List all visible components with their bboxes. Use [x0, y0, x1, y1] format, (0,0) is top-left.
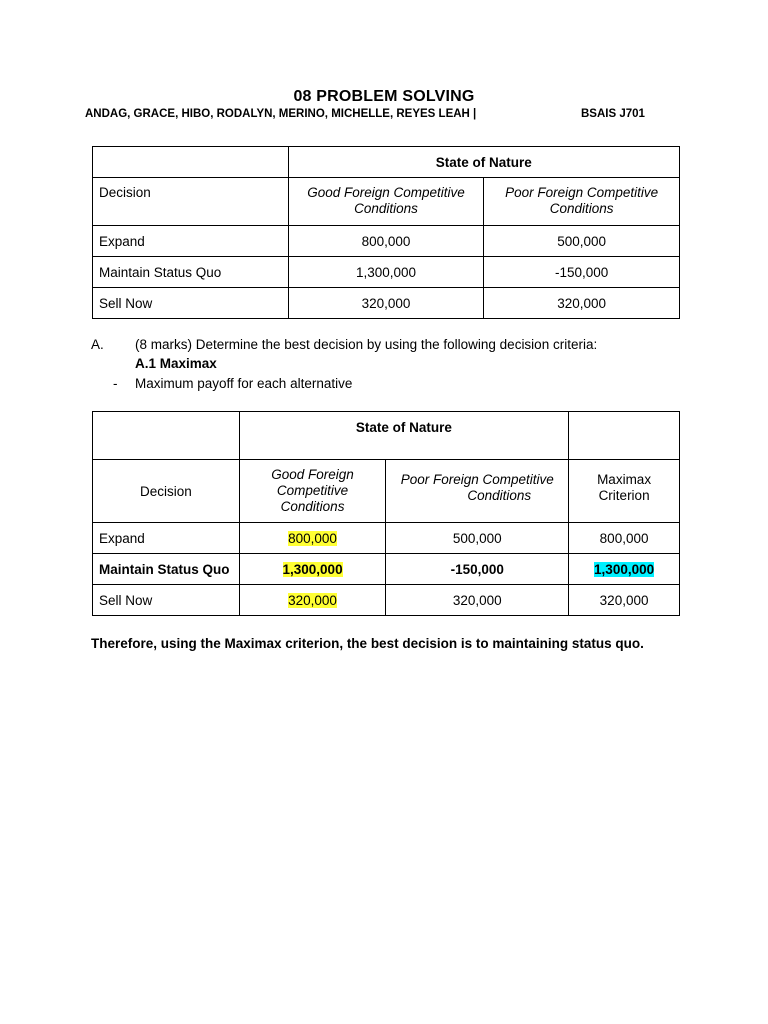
criterion-cell	[569, 554, 680, 585]
good-conditions-header	[239, 460, 386, 523]
state-of-nature-header: State of Nature	[239, 412, 568, 460]
max-payoff-highlight: 320,000	[288, 592, 337, 608]
decision-header: Decision	[93, 178, 289, 226]
table-row	[93, 523, 680, 554]
max-payoff-highlight: 800,000	[288, 530, 337, 546]
max-payoff-highlight: 1,300,000	[282, 561, 343, 577]
conclusion-text: Therefore, using the Maximax criterion, the best decision is to maintaining status quo.	[91, 636, 644, 651]
empty-header-cell	[93, 147, 289, 178]
good-payoff-cell: 1,300,000	[288, 257, 484, 288]
section-a-label: A.	[91, 337, 104, 352]
bullet-dash: -	[113, 376, 118, 391]
good-payoff-cell	[239, 585, 386, 616]
table-row	[93, 226, 680, 257]
table-row	[93, 554, 680, 585]
section-code: BSAIS J701	[581, 108, 645, 120]
good-payoff-cell	[239, 554, 386, 585]
section-a1-heading: A.1 Maximax	[135, 356, 217, 371]
poor-header-line: Poor Foreign Competitive	[400, 472, 554, 487]
good-header-line: Conditions	[280, 499, 345, 514]
good-payoff-cell: 800,000	[288, 226, 484, 257]
section-a-instruction: (8 marks) Determine the best decision by using the following decision criteria:	[135, 337, 598, 352]
decision-header: Decision	[93, 460, 240, 523]
table-row	[93, 288, 680, 319]
decision-cell: Maintain Status Quo	[93, 554, 240, 585]
good-header-line: Good Foreign	[271, 467, 354, 482]
table-row	[93, 257, 680, 288]
bullet-text: Maximum payoff for each alternative	[135, 376, 353, 391]
criterion-header-line: Maximax	[597, 472, 652, 487]
poor-payoff-cell: 500,000	[484, 226, 680, 257]
decision-cell: Expand	[93, 523, 240, 554]
decision-cell: Sell Now	[93, 288, 289, 319]
state-of-nature-header: State of Nature	[288, 147, 679, 178]
empty-header-cell	[93, 412, 240, 460]
good-payoff-cell	[239, 523, 386, 554]
poor-payoff-cell: 320,000	[484, 288, 680, 319]
criterion-cell: 800,000	[569, 523, 680, 554]
empty-header-cell	[569, 412, 680, 460]
poor-payoff-cell: 500,000	[386, 523, 569, 554]
poor-payoff-cell: -150,000	[484, 257, 680, 288]
poor-payoff-cell: 320,000	[386, 585, 569, 616]
table-row	[93, 585, 680, 616]
criterion-cell: 320,000	[569, 585, 680, 616]
document-title: 08 PROBLEM SOLVING	[293, 88, 475, 105]
payoff-table	[92, 146, 680, 319]
poor-conditions-header	[386, 460, 569, 523]
poor-header-line: Conditions	[467, 488, 532, 503]
best-decision-highlight: 1,300,000	[594, 561, 655, 577]
decision-cell: Expand	[93, 226, 289, 257]
criterion-header-line: Criterion	[598, 488, 650, 503]
maximax-criterion-header	[569, 460, 680, 523]
poor-payoff-cell: -150,000	[386, 554, 569, 585]
decision-cell: Maintain Status Quo	[93, 257, 289, 288]
maximax-table	[92, 411, 680, 616]
good-conditions-header: Good Foreign Competitive Conditions	[288, 178, 484, 226]
authors-line: ANDAG, GRACE, HIBO, RODALYN, MERINO, MICHELLE, REYES LEAH |	[85, 108, 477, 120]
good-payoff-cell: 320,000	[288, 288, 484, 319]
decision-cell: Sell Now	[93, 585, 240, 616]
good-header-line: Competitive	[276, 483, 349, 498]
poor-conditions-header: Poor Foreign Competitive Conditions	[484, 178, 680, 226]
